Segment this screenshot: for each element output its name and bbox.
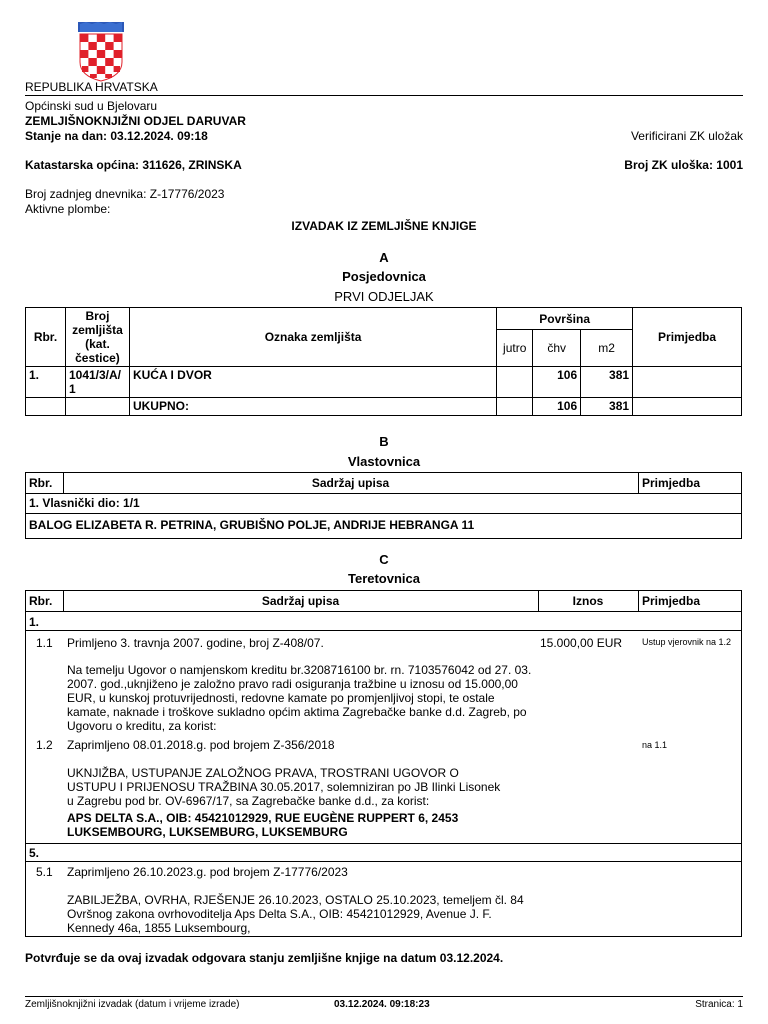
cadastral-municipality: Katastarska općina: 311626, ZRINSKA xyxy=(25,158,242,172)
entry-amount: 15.000,00 EUR xyxy=(540,636,623,650)
entry-note: na 1.1 xyxy=(642,740,668,750)
document-title: IZVADAK IZ ZEMLJIŠNE KNJIGE xyxy=(291,219,477,233)
active-seals: Aktivne plombe: xyxy=(25,202,111,216)
col-rbr: Rbr. xyxy=(26,308,66,367)
col-amount: Iznos xyxy=(572,594,604,608)
col-jutro: jutro xyxy=(497,330,533,367)
footer-datetime: 03.12.2024. 09:18:23 xyxy=(334,999,430,1010)
entry-text: Na temelju Ugovor o namjenskom kreditu br.3208716100 br. rn. 7103576042 od 27. 03. 2007. god.,uknjiženo je založno pravo radi osiguranja tražbine u iznosu od 15.000,00 EUR, u kunskoj protuvrijednosti, redovne kamate po promjenljivoj stopi, te ostale kamate, naknade i troškove sukladno općim aktima Zagrebačke banke d.d. Zagreb, po Ugovoru o kreditu, za korist: xyxy=(67,663,532,733)
col-rbr: Rbr. xyxy=(29,594,53,608)
section-b-title: Vlastovnica xyxy=(347,454,421,469)
confirmation-text: Potvrđuje se da ovaj izvadak odgovara stanju zemljišne knjige na datum 03.12.2024. xyxy=(25,951,504,965)
entry-number: 1.2 xyxy=(36,738,53,752)
owner-name: BALOG ELIZABETA R. PETRINA, GRUBIŠNO POLJE, ANDRIJE HEBRANGA 11 xyxy=(29,518,475,532)
group-number: 1. xyxy=(29,615,40,629)
section-a-letter: A xyxy=(379,250,389,265)
entry-number: 5.1 xyxy=(36,865,53,879)
entry-number: 1.1 xyxy=(36,636,53,650)
coat-of-arms-icon xyxy=(74,22,128,82)
col-m2: m2 xyxy=(581,330,633,367)
section-b-letter: B xyxy=(379,434,389,449)
possession-table xyxy=(25,307,742,416)
section-a-title: Posjedovnica xyxy=(342,269,426,284)
entry-text: UKNJIŽBA, USTUPANJE ZALOŽNOG PRAVA, TROSTRANI UGOVOR O USTUPU I PRIJENOSU TRAŽBINA 30.05.2017, solemniziran po JB Ilinki Lisonek u Zagrebu pod br. OV-6967/17, sa Zagrebačke banke d.d., za korist: xyxy=(67,766,501,808)
entry-text: ZABILJEŽBA, OVRHA, RJEŠENJE 26.10.2023, OSTALO 25.10.2023, temeljem čl. 84 Ovršnog zakona ovrhovoditelja Aps Delta S.A., OIB: 45421012929, Avenue J. F. Kennedy 46a, 1855 Luksembourg, xyxy=(67,893,524,935)
zk-number: Broj ZK uloška: 1001 xyxy=(624,158,743,172)
last-journal: Broj zadnjeg dnevnika: Z-17776/2023 xyxy=(25,187,225,201)
entry-beneficiary: APS DELTA S.A., OIB: 45421012929, RUE EUGÈNE RUPPERT 6, 2453 LUKSEMBOURG, LUKSEMBURG, LUKSEMBURG xyxy=(67,811,459,839)
section-a-subtitle: PRVI ODJELJAK xyxy=(334,289,434,304)
verified-label: Verificirani ZK uložak xyxy=(630,129,743,143)
col-parcel: Broj zemljišta (kat. čestice) xyxy=(65,308,129,367)
col-designation: Oznaka zemljišta xyxy=(129,308,496,367)
total-row: UKUPNO: 106 381 xyxy=(26,398,742,416)
page-number: Stranica: 1 xyxy=(695,999,743,1010)
col-area: Površina xyxy=(497,308,633,330)
col-note: Primjedba xyxy=(642,476,701,490)
footer-label: Zemljišnoknjižni izvadak (datum i vrijeme izrade) xyxy=(25,999,240,1010)
section-c-letter: C xyxy=(379,552,389,567)
table-row: 1. 1041/3/A/1 KUĆA I DVOR 106 381 xyxy=(26,367,742,398)
office-name: ZEMLJIŠNOKNJIŽNI ODJEL DARUVAR xyxy=(25,114,246,128)
header-divider xyxy=(25,95,743,96)
entry-received: Primljeno 3. travnja 2007. godine, broj Z-408/07. xyxy=(67,636,324,650)
col-note: Primjedba xyxy=(642,594,701,608)
col-note: Primjedba xyxy=(633,308,742,367)
ownership-share: 1. Vlasnički dio: 1/1 xyxy=(29,496,140,510)
col-rbr: Rbr. xyxy=(29,476,53,490)
country-name: REPUBLIKA HRVATSKA xyxy=(25,80,158,94)
entry-received: Zaprimljeno 26.10.2023.g. pod brojem Z-17776/2023 xyxy=(67,865,348,879)
group-number: 5. xyxy=(29,846,40,860)
col-chv: čhv xyxy=(533,330,581,367)
col-content: Sadržaj upisa xyxy=(261,594,340,608)
court-name: Općinski sud u Bjelovaru xyxy=(25,99,158,113)
section-c-title: Teretovnica xyxy=(347,571,420,586)
state-date: Stanje na dan: 03.12.2024. 09:18 xyxy=(25,129,208,143)
entry-note: Ustup vjerovnik na 1.2 xyxy=(642,637,732,647)
col-content: Sadržaj upisa xyxy=(311,476,390,490)
entry-received: Zaprimljeno 08.01.2018.g. pod brojem Z-356/2018 xyxy=(67,738,335,752)
